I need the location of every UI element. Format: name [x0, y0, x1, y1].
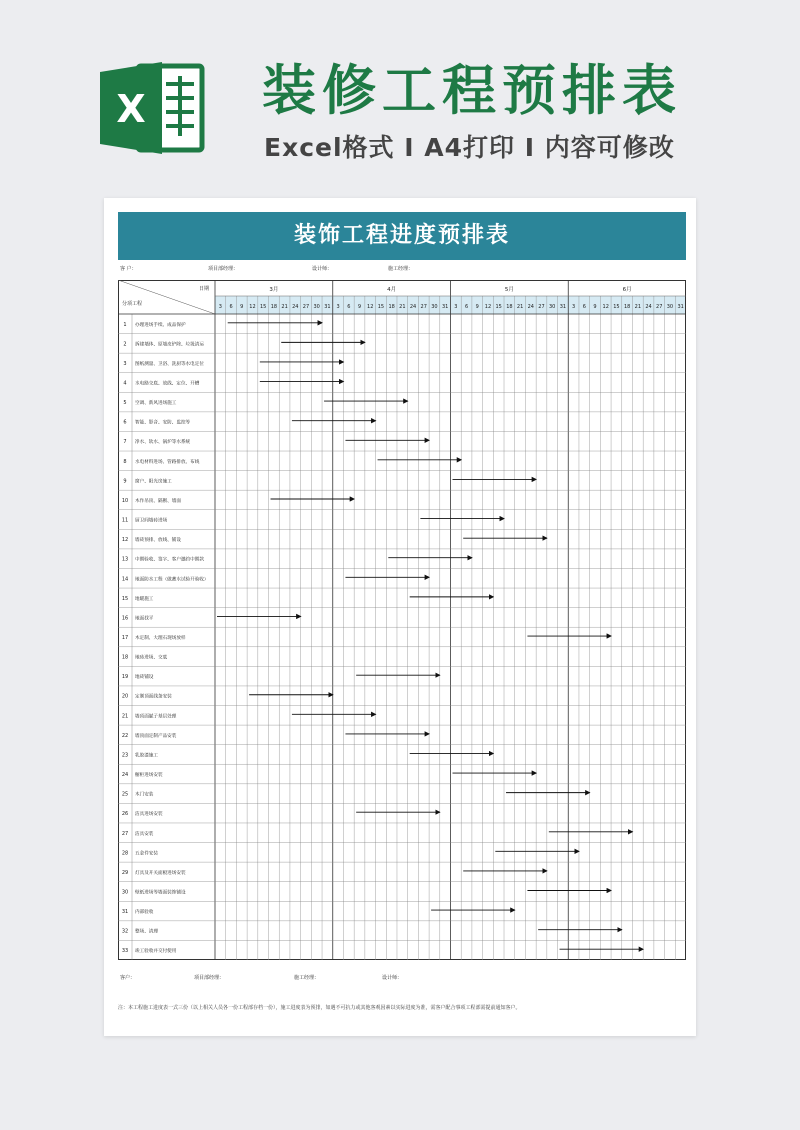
task-name: 水电材料进场、管路排放、布线	[135, 459, 200, 465]
task-number: 4	[123, 380, 127, 387]
task-number: 23	[121, 752, 129, 759]
day-label: 6	[582, 304, 586, 310]
task-name: 定制顶面线条安装	[135, 694, 172, 700]
task-name: 橱柜进场安装	[135, 773, 163, 779]
task-name: 空调、新风进场施工	[135, 401, 177, 407]
task-name: 五金件安装	[135, 851, 158, 857]
task-number: 12	[121, 537, 129, 544]
day-label: 31	[677, 304, 684, 310]
task-name: 木定制、大理石现场放样	[135, 636, 186, 641]
task-number: 20	[121, 693, 129, 700]
task-name: 拆建墙体、原墙皮铲除、垃圾清运	[135, 342, 204, 348]
task-name: 地砖铺设	[135, 675, 154, 681]
day-label: 3	[336, 304, 340, 310]
task-name: 洁具进场安装	[135, 812, 163, 818]
day-label: 27	[538, 304, 545, 310]
task-number: 18	[121, 654, 129, 661]
day-label: 30	[313, 304, 320, 310]
task-number: 31	[121, 909, 129, 916]
task-number: 28	[121, 850, 129, 857]
day-label: 21	[516, 304, 524, 310]
day-label: 3	[454, 304, 458, 310]
day-label: 3	[572, 304, 576, 310]
sheet-title: 装饰工程进度预排表	[118, 212, 686, 260]
sheet-paper	[104, 198, 696, 1036]
gantt-grid	[118, 280, 686, 960]
day-label: 31	[559, 304, 567, 310]
task-name: 整场、清理	[135, 929, 158, 935]
day-label: 24	[292, 304, 299, 310]
meta-designer: 设计师：	[312, 266, 333, 272]
day-label: 15	[613, 304, 620, 310]
main-title: 装修工程预排表	[262, 59, 682, 122]
day-label: 24	[527, 304, 534, 310]
day-label: 30	[431, 304, 438, 310]
task-number: 9	[123, 478, 127, 485]
task-name: 厨卫间墙砖进场	[135, 518, 168, 524]
day-label: 31	[441, 304, 449, 310]
task-name: 内部验收	[135, 910, 154, 916]
task-number: 27	[121, 830, 129, 837]
day-label: 9	[593, 304, 597, 310]
task-name: 竣工验收并交付使用	[135, 949, 177, 955]
task-name: 地砖进场、交底	[135, 655, 168, 661]
task-number: 19	[121, 674, 129, 681]
task-number: 11	[121, 517, 129, 524]
task-number: 21	[121, 713, 129, 720]
banner	[0, 0, 800, 190]
task-number: 25	[121, 791, 129, 798]
day-label: 30	[549, 304, 556, 310]
day-label: 12	[484, 304, 492, 310]
task-name: 洁具安装	[135, 831, 154, 837]
task-name: 水电路交底、放线、定位、开槽	[135, 381, 200, 387]
day-label: 21	[281, 304, 288, 310]
day-label: 3	[218, 304, 222, 310]
task-number: 24	[121, 772, 129, 779]
task-number: 3	[123, 360, 127, 367]
task-number: 16	[121, 615, 129, 622]
task-number: 22	[121, 732, 129, 739]
day-label: 15	[377, 304, 385, 310]
task-number: 32	[121, 928, 129, 935]
day-label: 15	[259, 304, 267, 310]
bottom-meta-pm: 项目部经理：	[194, 975, 225, 981]
day-label: 6	[347, 304, 351, 310]
day-label: 31	[324, 304, 331, 310]
task-number: 6	[123, 419, 127, 426]
task-name: 墙顶面腻子基层处理	[135, 714, 177, 720]
task-number: 30	[121, 889, 129, 896]
day-label: 21	[399, 304, 406, 310]
task-number: 33	[121, 948, 129, 955]
meta-client: 客 户：	[120, 266, 137, 272]
task-number: 8	[123, 458, 127, 465]
bottom-meta-client: 客户：	[120, 975, 136, 981]
task-number: 15	[121, 595, 129, 602]
day-label: 18	[388, 304, 395, 310]
day-label: 24	[409, 304, 417, 310]
day-label: 9	[475, 304, 479, 310]
day-label: 15	[495, 304, 502, 310]
top-meta-row	[118, 265, 686, 273]
day-label: 24	[645, 304, 652, 310]
meta-site-manager: 施工经理：	[388, 266, 414, 272]
month-label: 5月	[504, 287, 514, 293]
task-name: 净水、软水、锅炉等水系统	[135, 440, 191, 446]
day-label: 18	[506, 304, 513, 310]
task-name: 图纸测量、卫浴、洗厨等水电定位	[135, 361, 204, 367]
meta-pm: 项目部经理：	[208, 266, 239, 272]
corner-item-label: 分项工程	[122, 301, 143, 307]
task-name: 壁纸进场等墙面装饰铺设	[135, 890, 186, 896]
task-name: 墙砖预排、放线、铺设	[135, 538, 181, 544]
day-label: 9	[240, 304, 244, 310]
task-number: 14	[121, 576, 129, 583]
day-label: 6	[464, 304, 469, 310]
day-label: 27	[656, 304, 663, 310]
month-label: 4月	[387, 287, 397, 293]
day-label: 18	[623, 304, 631, 310]
task-name: 灯具及开关面板进场安装	[135, 870, 186, 876]
task-number: 26	[121, 811, 129, 818]
task-number: 2	[123, 341, 127, 348]
bottom-meta-designer: 设计师：	[382, 975, 403, 981]
task-name: 办理进场手续、成品保护	[135, 322, 186, 328]
footer-note: 注：本工程施工进度表一式三份（以上相关人员各一份工程部存档一份），施工进度表为预排，如遇不可抗力或其他客观因素以实际进度为准，需客户配合事项工程部需提前通知客户。	[118, 1005, 521, 1011]
day-label: 30	[666, 304, 674, 310]
task-number: 17	[121, 635, 129, 641]
month-label: 3月	[269, 287, 279, 293]
task-name: 乳胶漆施工	[135, 753, 158, 759]
day-label: 27	[302, 304, 310, 310]
day-label: 6	[229, 304, 233, 310]
bottom-meta-site-manager: 施工经理：	[294, 975, 320, 981]
task-name: 窗户、阳光房施工	[135, 479, 172, 485]
task-number: 13	[121, 556, 129, 563]
month-label: 6月	[622, 287, 632, 293]
task-name: 木门安装	[135, 792, 154, 798]
sub-title: Excel格式 I A4打印 I 内容可修改	[264, 133, 675, 162]
day-label: 9	[357, 304, 362, 310]
bottom-meta-row	[118, 974, 686, 982]
day-label: 21	[634, 304, 642, 310]
excel-logo-letter: X	[116, 87, 146, 131]
day-label: 12	[367, 304, 374, 310]
task-name: 智能、影音、安防、监控等	[135, 420, 191, 426]
task-number: 29	[121, 869, 129, 876]
day-label: 18	[270, 304, 278, 310]
task-number: 1	[123, 321, 127, 328]
day-label: 27	[420, 304, 427, 310]
task-name: 地面防水工程（做蓄水试验开验收）	[135, 577, 209, 583]
task-number: 10	[121, 497, 129, 504]
corner-date-label: 日期	[198, 286, 209, 292]
excel-logo-icon	[100, 60, 206, 156]
task-number: 7	[123, 439, 127, 446]
task-name: 地面找平	[135, 616, 154, 622]
task-name: 中期验收、签字、客户邀约中期款	[135, 557, 204, 563]
day-label: 12	[602, 304, 609, 310]
task-name: 墙顶面定制产品安装	[135, 733, 177, 739]
task-name: 地暖施工	[135, 596, 154, 602]
task-number: 5	[123, 400, 127, 407]
day-label: 12	[249, 304, 256, 310]
task-name: 木作吊顶、隔断、墙面	[135, 498, 181, 504]
